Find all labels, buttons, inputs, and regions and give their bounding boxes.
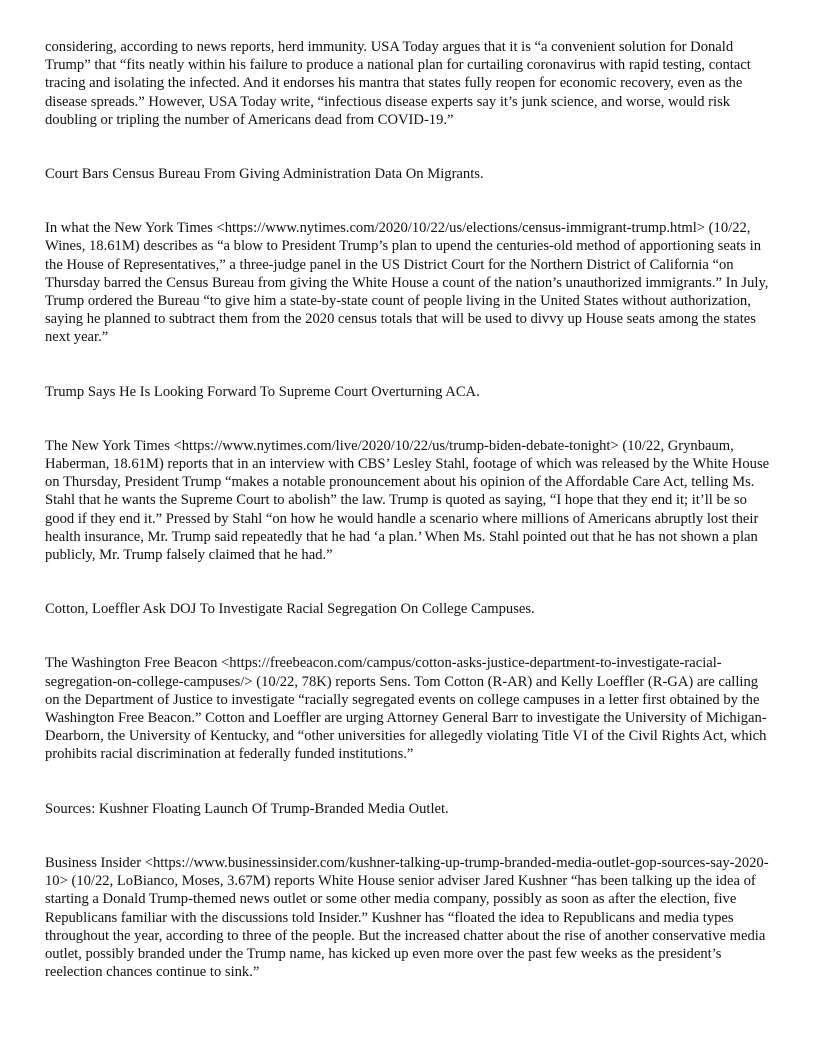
paragraph-kushner-media: Business Insider <https://www.businessinsider.com/kushner-talking-up-trump-branded-media-outlet-gop-sources-say-2020-10> (10/22, LoBianco, Moses, 3.67M) reports White House senior adviser Jared Kushner “has been talking up the idea of starting a Donald Trump-themed news outlet or some other media company, possibly as soon as after the election, five Republicans familiar with the discussions told Insider.” Kushner has “floated the idea to Republicans and media types throughout the year, according to three of the people. But the increased chatter about the rise of another conservative media outlet, possibly branded under the Trump name, has kicked up even more over the past few weeks as the president’s reelection chances continue to sink.” [45, 854, 769, 981]
paragraph-segregation: The Washington Free Beacon <https://freebeacon.com/campus/cotton-asks-justice-department-to-investigate-racial-segregation-on-college-campuses/> (10/22, 78K) reports Sens. Tom Cotton (R-AR) and Kelly Loeffler (R-GA) are calling on the Department of Justice to investigate “racially segregated events on college campuses in a letter first obtained by the Washington Free Beacon.” Cotton and Loeffler are urging Attorney General Barr to investigate the University of Michigan-Dearborn, the University of Kentucky, and “other universities for allegedly violating Title VI of the Civil Rights Act, which prohibits racial discrimination at federally funded institutions.” [45, 655, 767, 763]
paragraph-census-bureau: In what the New York Times <https://www.nytimes.com/2020/10/22/us/elections/census-immigrant-trump.html> (10/22, Wines, 18.61M) describes as “a blow to President Trump’s plan to upend the centuries-old method of apportioning seats in the House of Representatives,” a three-judge panel in the US District Court for the Northern District of California “on Thursday barred the Census Bureau from giving the White House a count of the nation’s unauthorized immigrants.” In July, Trump ordered the Bureau “to give him a state-by-state count of people living in the United States without authorization, saying he planned to subtract them from the 2020 census totals that will be used to divvy up House seats among the states next year.” [45, 220, 769, 346]
heading-segregation: Cotton, Loeffler Ask DOJ To Investigate Racial Segregation On College Campuses. [45, 601, 535, 618]
paragraph-aca: The New York Times <https://www.nytimes.com/live/2020/10/22/us/trump-biden-debate-tonight> (10/22, Grynbaum, Haberman, 18.61M) reports that in an interview with CBS’ Lesley Stahl, footage of which was released by the White House on Thursday, President Trump “makes a notable pronouncement about his opinion of the Affordable Care Act, telling Ms. Stahl that he wants the Supreme Court to abolish” the law. Trump is quoted as saying, “I hope that they end it; it’ll be so good if they end it.” Pressed by Stahl “on how he would handle a scenario where millions of Americans abruptly lost their health insurance, Mr. Trump said repeatedly that he had ‘a plan.’ When Ms. Stahl pointed out that he has not shown a plan publicly, Mr. Trump falsely claimed that he had.” [45, 437, 770, 564]
heading-census-bureau: Court Bars Census Bureau From Giving Administration Data On Migrants. [45, 166, 484, 183]
document-page [45, 38, 773, 981]
heading-kushner-media: Sources: Kushner Floating Launch Of Trump-Branded Media Outlet. [45, 800, 449, 817]
paragraph-herd-immunity: considering, according to news reports, herd immunity. USA Today argues that it is “a convenient solution for Donald Trump” that “fits neatly within his failure to produce a national plan for curtailing coronavirus with rapid testing, contact tracing and isolating the infected. And it endorses his mantra that states fully reopen for economic recovery, even as the disease spreads.” However, USA Today write, “infectious disease experts say it’s junk science, and worse, would risk doubling or tripling the number of Americans dead from COVID-19.” [45, 39, 751, 128]
heading-aca: Trump Says He Is Looking Forward To Supreme Court Overturning ACA. [45, 383, 480, 400]
